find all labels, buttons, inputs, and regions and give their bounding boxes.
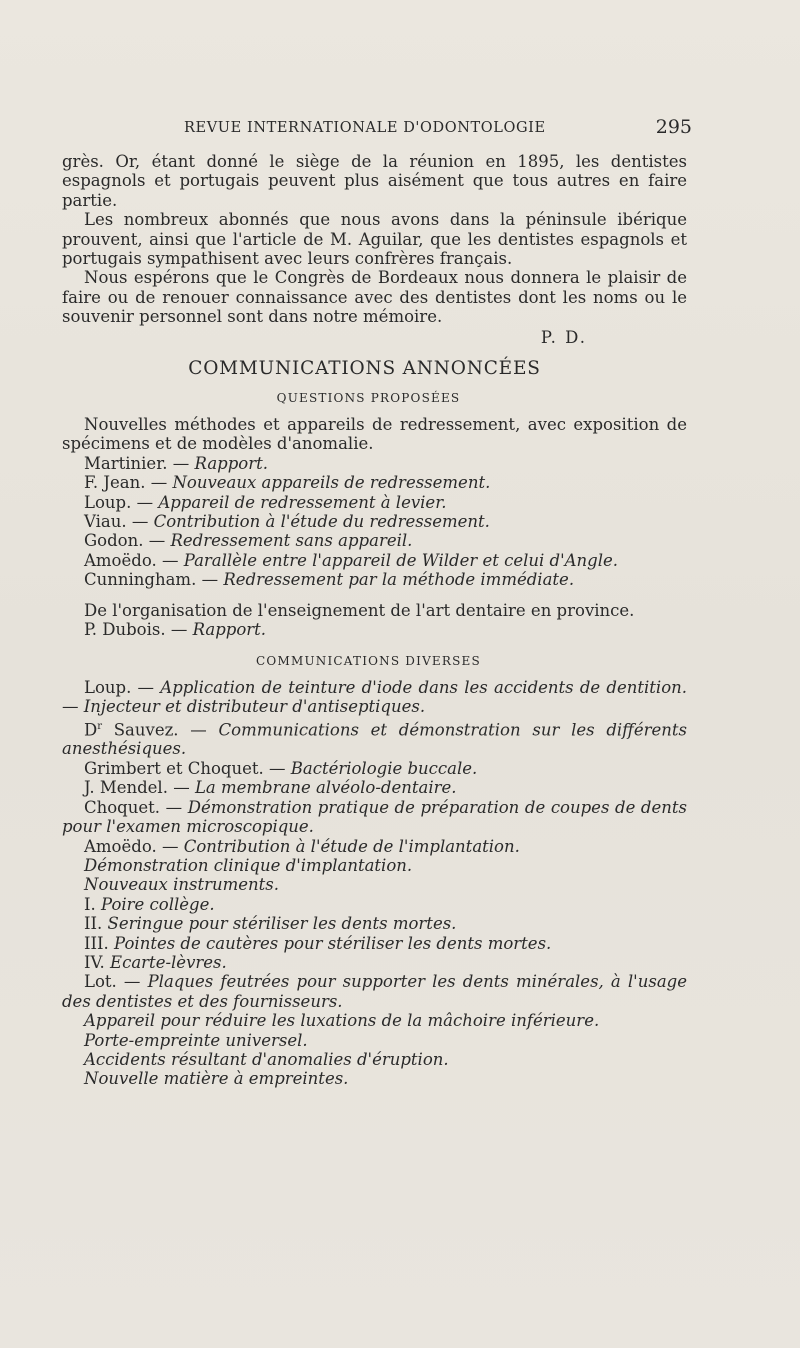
entry-title: Plaques feutrées pour supporter les dents minérales, à l'usage des dentistes et des fournisseurs. [62, 972, 687, 1011]
entry-lot-sub: Accidents résultant d'anomalies d'éruption. [84, 1049, 449, 1069]
signature: P. D. [540, 327, 587, 347]
entry-title: La membrane alvéolo-dentaire. [194, 778, 457, 798]
entry-title: Communications et démonstration sur les différents anesthésiques. [62, 720, 687, 759]
entry-author: Loup. — [84, 492, 159, 512]
entry-author: Viau. — [84, 511, 154, 531]
q1-entry [62, 570, 687, 589]
entry-title: Appareil de redressement à levier. [158, 492, 447, 512]
entry-title: Contribution à l'étude du redressement. [153, 511, 490, 531]
entry-title: Rapport. [192, 619, 267, 639]
entry-title: Injecteur et distributeur d'antiseptiques. [83, 697, 426, 717]
q1-entry [62, 551, 687, 570]
entry-title: Application de teinture d'iode dans les accidents de dentition. [160, 677, 687, 697]
entry-title: Bactériologie buccale. [290, 758, 478, 778]
entry-amoedo [62, 837, 687, 856]
instrument-item [62, 934, 687, 953]
page-number: 295 [655, 116, 692, 138]
instrument-item [62, 895, 687, 914]
page-header [62, 112, 692, 142]
intro-paragraph-2: Les nombreux abonnés que nous avons dans la péninsule ibérique prouvent, ainsi que l'article de M. Aguilar, que les dentistes espagnols et portugais sympathisent avec leurs confrères français. [62, 210, 687, 269]
q1-entry [62, 473, 687, 492]
entry-sauvez [62, 717, 687, 759]
entry-title: Redressement sans appareil. [170, 531, 413, 551]
instrument-item [62, 953, 687, 972]
diverse-heading: COMMUNICATIONS DIVERSES [256, 654, 481, 669]
q1-entry [62, 512, 687, 531]
page-body [62, 152, 687, 1089]
entry-lot-sub: Appareil pour réduire les luxations de la mâchoire inférieure. [84, 1011, 600, 1031]
entry-separator: — [62, 697, 84, 717]
entry-choquet [62, 798, 687, 837]
entry-grimbert [62, 759, 687, 778]
entry-lot [62, 972, 687, 1011]
entry-title: Parallèle entre l'appareil de Wilder et celui d'Angle. [183, 550, 619, 570]
q1-entry [62, 493, 687, 512]
entry-author: P. Dubois. — [84, 619, 193, 639]
entry-lot-sub: Nouvelle matière à empreintes. [84, 1069, 349, 1089]
entry-author: Martinier. — [84, 453, 195, 473]
entry-author: Grimbert et Choquet. — [84, 758, 291, 778]
instrument-title: Seringue pour stériliser les dents mortes. [107, 914, 457, 934]
instrument-number: IV. [84, 952, 111, 972]
running-head: REVUE INTERNATIONALE D'ODONTOLOGIE [184, 120, 546, 136]
questions-heading: QUESTIONS PROPOSÉES [276, 391, 461, 406]
entry-author: Lot. — [84, 972, 148, 992]
instrument-item [62, 914, 687, 933]
entry-title: Contribution à l'étude de l'implantation. [183, 836, 520, 856]
instrument-title: Pointes de cautères pour stériliser les dents mortes. [114, 933, 552, 953]
entry-title: Démonstration pratique de préparation de coupes de dents pour l'examen microscopique. [62, 797, 687, 837]
entry-loup [62, 678, 687, 717]
entry-amoedo-sub: Démonstration clinique d'implantation. [84, 855, 413, 875]
entry-author: D [84, 720, 98, 740]
superscript: r [97, 720, 103, 732]
entry-author: Amoëdo. — [84, 836, 184, 856]
question-2: De l'organisation de l'enseignement de l'art dentaire en province. [84, 600, 635, 620]
intro-paragraph-1: grès. Or, étant donné le siège de la réunion en 1895, les dentistes espagnols et portugais peuvent plus aisément que tous autres en faire partie. [62, 152, 687, 210]
entry-author: Loup. — [84, 677, 161, 697]
entry-author: J. Mendel. — [84, 778, 195, 798]
entry-author: Sauvez. — [102, 720, 219, 740]
section-title: COMMUNICATIONS ANNONCÉES [188, 358, 541, 380]
spacer [62, 590, 687, 601]
question-1: Nouvelles méthodes et appareils de redressement, avec exposition de spécimens et de modèles d'anomalie. [62, 414, 687, 454]
instrument-number: II. [84, 914, 108, 934]
entry-title: Rapport. [194, 453, 268, 473]
q2-entry [62, 620, 687, 639]
instrument-number: III. [84, 933, 115, 953]
q1-entry [62, 454, 687, 473]
entry-author: Choquet. — [84, 797, 188, 817]
entry-title: Nouveaux appareils de redressement. [172, 473, 491, 493]
q1-entry [62, 531, 687, 550]
instrument-number: I. [84, 894, 102, 914]
entry-author: Amoëdo. — [84, 550, 184, 570]
intro-paragraph-3: Nous espérons que le Congrès de Bordeaux nous donnera le plaisir de faire ou de renouer connaissance avec des dentistes dont les noms ou le souvenir personnel sont dans notre mémoire. [62, 268, 687, 327]
entry-author: F. Jean. — [84, 473, 173, 493]
entry-author: Cunningham. — [84, 570, 224, 590]
entry-mendel [62, 778, 687, 797]
entry-amoedo-sub: Nouveaux instruments. [84, 875, 279, 895]
entry-title: Redressement par la méthode immédiate. [223, 570, 575, 590]
entry-lot-sub: Porte-empreinte universel. [84, 1030, 308, 1050]
instrument-title: Ecarte-lèvres. [110, 952, 227, 972]
instrument-title: Poire collège. [101, 894, 215, 914]
entry-author: Godon. — [84, 531, 171, 551]
